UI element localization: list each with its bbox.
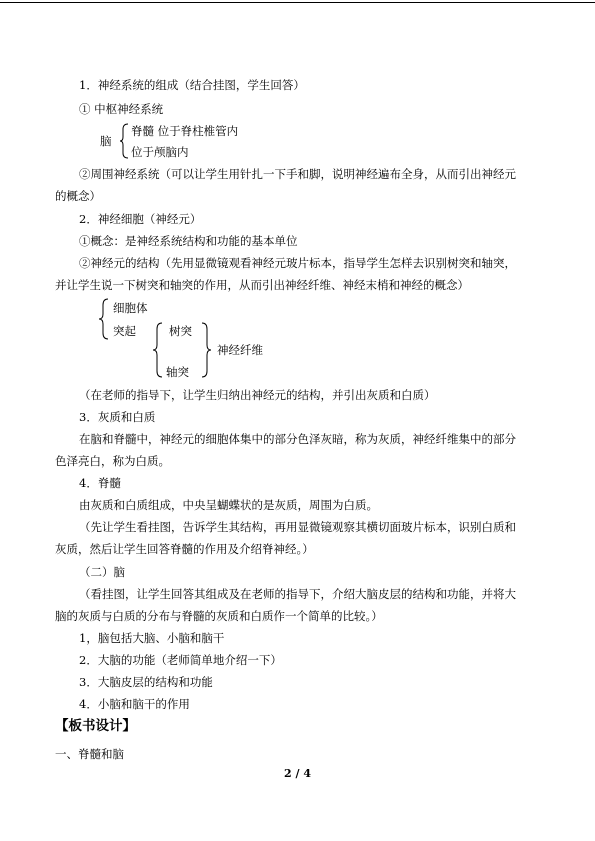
spinal-cord-text: 由灰质和白质组成，中央呈蝴蝶状的是灰质，周围为白质。 [79, 498, 378, 512]
brain-activity: （看挂图，让学生回答其组成及在老师的指导下，介绍大脑皮层的结构和功能，并将大 [79, 587, 516, 601]
gray-white-matter-text: 在脑和脊髓中，神经元的细胞体集中的部分色泽灰暗，称为灰质，神经纤维集中的部分 [79, 432, 516, 446]
item-spinal-cord: 4．脊髓 [79, 476, 121, 490]
item-neuron-concept: ①概念：是神经系统结构和功能的基本单位 [79, 234, 298, 248]
spinal-cord-location: 脊髓 位于脊柱椎管内 [131, 124, 239, 138]
brace-process [151, 322, 163, 378]
board-design-heading: 【板书设计】 [55, 718, 136, 734]
item-neuron: 2．神经细胞（神经元） [79, 212, 202, 226]
dendrite-label: 树突 [169, 324, 192, 338]
cell-body-label: 细胞体 [113, 301, 148, 315]
paragraph-continuation: 脑的灰质与白质的分布与脊髓的灰质和白质作一个简单的比较。） [55, 609, 383, 623]
item-gray-white-matter: 3．灰质和白质 [79, 410, 156, 424]
axon-label: 轴突 [166, 365, 189, 379]
teacher-guidance-note: （在老师的指导下，让学生归纳出神经元的结构，并引出灰质和白质） [79, 388, 436, 402]
board-item-spinal-cord-brain: 一、脊髓和脑 [55, 747, 124, 761]
brace-brain [119, 123, 129, 159]
nerve-fiber-label: 神经纤维 [217, 343, 263, 357]
item-nervous-system-composition: 1．神经系统的组成（结合挂图，学生回答） [79, 78, 305, 92]
process-label: 突起 [113, 324, 136, 338]
item-central-nervous-system: ① 中枢神经系统 [79, 102, 164, 116]
header-rule [0, 2, 595, 3]
brain-label: 脑 [100, 134, 112, 148]
item-cerebral-cortex: 3．大脑皮层的结构和功能 [79, 675, 213, 689]
item-cerebrum-function: 2．大脑的功能（老师简单地介绍一下） [79, 653, 282, 667]
paragraph-continuation: 并让学生说一下树突和轴突的作用，从而引出神经纤维、神经末梢和神经的概念） [55, 278, 469, 292]
paragraph-continuation: 色泽亮白，称为白质。 [55, 454, 170, 468]
item-brain-parts: 1，脑包括大脑、小脑和脑干 [79, 631, 225, 645]
brace-neuron [97, 298, 109, 340]
brain-location: 位于颅脑内 [131, 145, 189, 159]
item-neuron-structure: ②神经元的结构（先用显微镜观看神经元玻片标本，指导学生怎样去识别树突和轴突， [79, 256, 516, 270]
item-cerebellum-brainstem: 4．小脑和脑干的作用 [79, 697, 190, 711]
brace-nerve-fiber [201, 322, 213, 378]
paragraph-continuation: 的概念） [55, 189, 101, 203]
section-brain: （二）脑 [79, 565, 125, 579]
item-peripheral-nervous-system: ②周围神经系统（可以让学生用针扎一下手和脚，说明神经遍布全身，从而引出神经元 [79, 167, 516, 181]
paragraph-continuation: 灰质，然后让学生回答脊髓的作用及介绍脊神经。） [55, 542, 314, 556]
page-number: 2 / 4 [284, 767, 311, 780]
spinal-cord-activity: （先让学生看挂图，告诉学生其结构，再用显微镜观察其横切面玻片标本，识别白质和 [79, 520, 516, 534]
